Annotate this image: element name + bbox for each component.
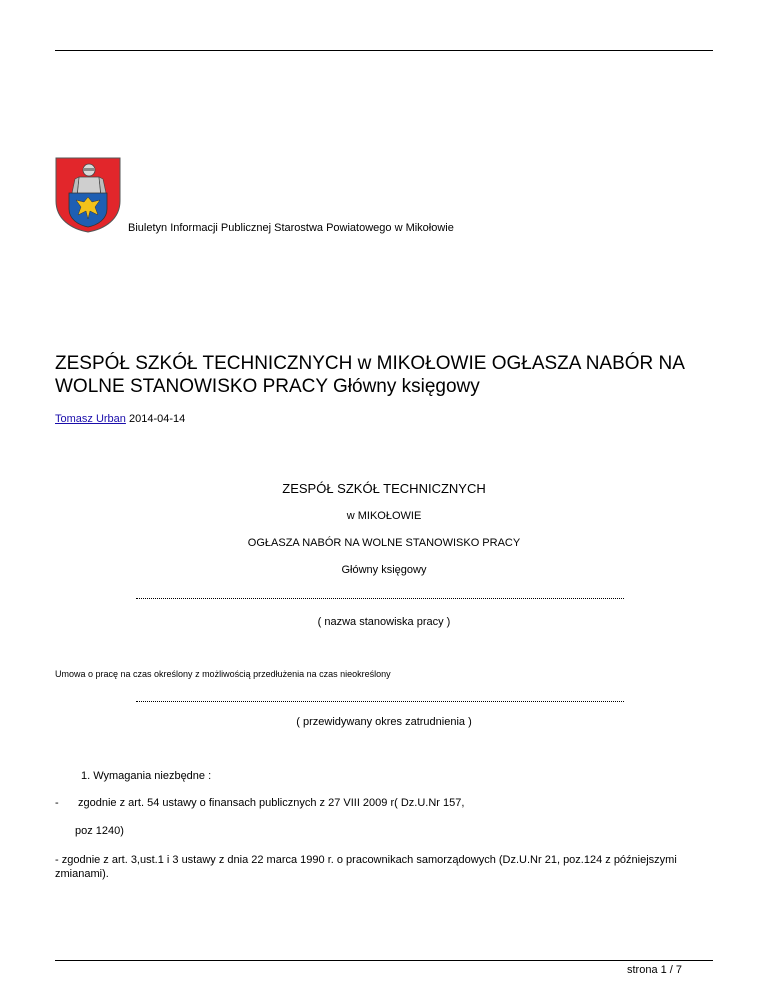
coat-of-arms-logo <box>55 157 121 233</box>
body-position: Główny księgowy <box>341 564 427 576</box>
contract-caption: ( przewidywany okres zatrudnienia ) <box>296 716 472 728</box>
contract-type: Umowa o pracę na czas określony z możliwością przedłużenia na czas nieokreślony <box>55 669 391 679</box>
publish-date: 2014-04-14 <box>128 413 186 425</box>
author-link[interactable]: Tomasz Urban <box>55 413 126 425</box>
page-number: strona 1 / 7 <box>627 964 683 976</box>
body-heading: ZESPÓŁ SZKÓŁ TECHNICZNYCH <box>282 481 486 496</box>
req1-dash: - <box>55 797 59 809</box>
article-title: ZESPÓŁ SZKÓŁ TECHNICZNYCH w MIKOŁOWIE OGŁASZA NABÓR NA WOLNE STANOWISKO PRACY Główny księgowy <box>55 353 684 397</box>
institution-name: Biuletyn Informacji Publicznej Starostwa Powiatowego w Mikołowie <box>128 222 454 234</box>
dotted-line <box>136 701 624 702</box>
body-location: w MIKOŁOWIE <box>346 510 422 522</box>
requirements-heading: 1. Wymagania niezbędne : <box>81 770 212 782</box>
req1-line2: poz 1240) <box>75 825 124 837</box>
position-caption: ( nazwa stanowiska pracy ) <box>317 616 451 628</box>
dotted-line <box>136 598 624 599</box>
body-announcement: OGŁASZA NABÓR NA WOLNE STANOWISKO PRACY <box>247 537 521 549</box>
byline <box>55 413 185 425</box>
req2: - zgodnie z art. 3,ust.1 i 3 ustawy z dnia 22 marca 1990 r. o pracownikach samorządowych (Dz.U.Nr 21, poz.124 z późniejszymi zmianami). <box>55 854 677 880</box>
req1-line1: zgodnie z art. 54 ustawy o finansach publicznych z 27 VIII 2009 r( Dz.U.Nr 157, <box>78 797 465 809</box>
top-rule <box>55 50 713 51</box>
bottom-rule <box>55 960 713 961</box>
